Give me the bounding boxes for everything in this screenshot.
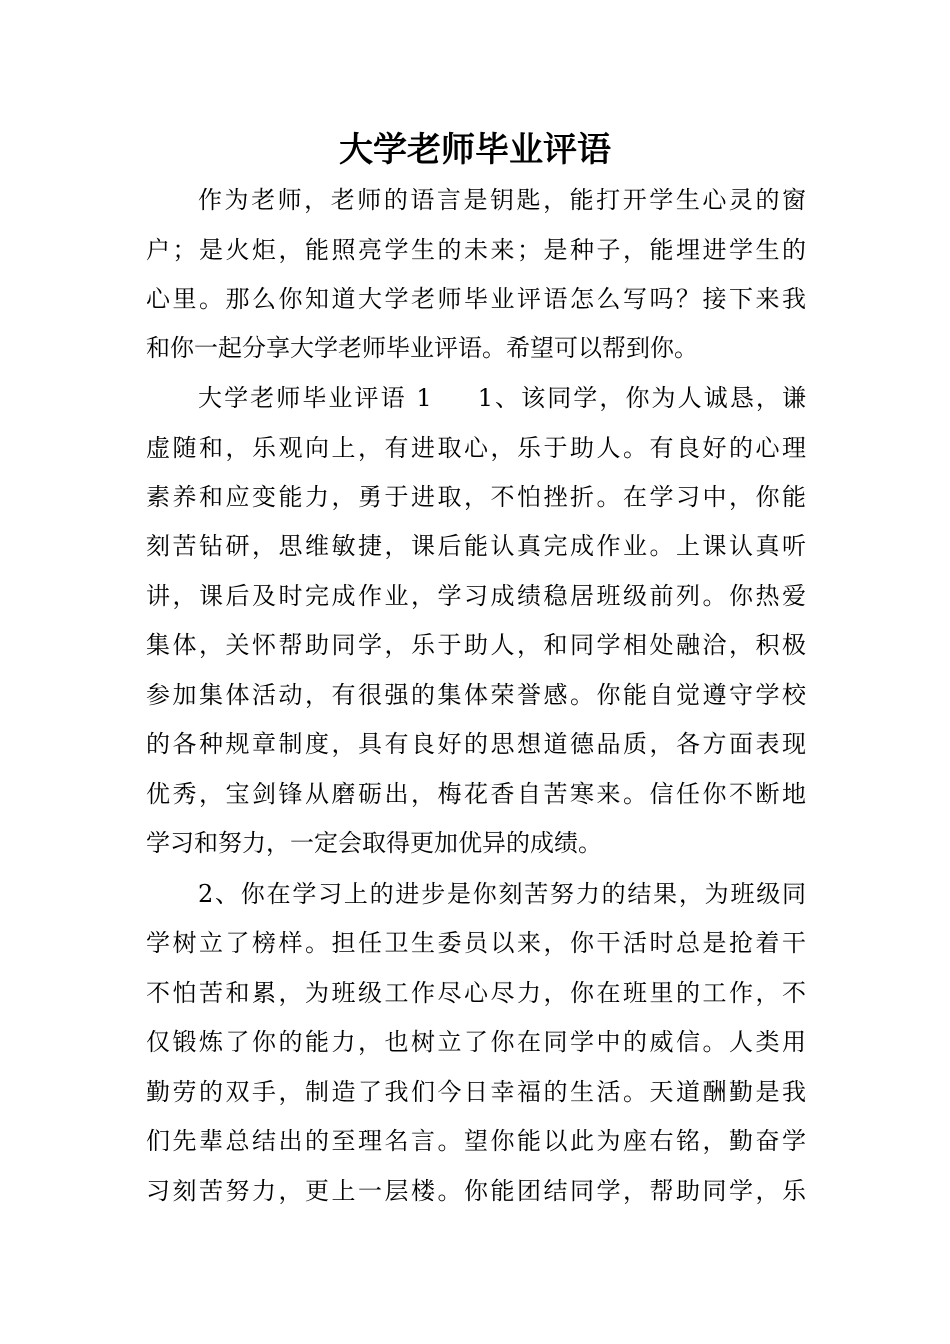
paragraph-line: 们先辈总结出的至理名言。望你能以此为座右铭，勤奋学: [146, 1127, 806, 1155]
section-heading-line: [198, 373, 806, 423]
paragraph-line: 虚随和，乐观向上，有进取心，乐于助人。有良好的心理: [146, 434, 806, 462]
paragraph-line: 刻苦钻研，思维敏捷，课后能认真完成作业。上课认真听: [146, 532, 806, 560]
section-heading: 大学老师毕业评语 1: [198, 384, 432, 412]
paragraph-line: 习刻苦努力，更上一层楼。你能团结同学，帮助同学，乐: [146, 1177, 806, 1205]
paragraph-line: 心里。那么你知道大学老师毕业评语怎么写吗？接下来我: [146, 285, 806, 313]
paragraph-line: 参加集体活动，有很强的集体荣誉感。你能自觉遵守学校: [146, 681, 806, 709]
paragraph-line: 户；是火炬，能照亮学生的未来；是种子，能埋进学生的: [146, 236, 806, 264]
paragraph-line: 作为老师，老师的语言是钥匙，能打开学生心灵的窗: [198, 186, 806, 214]
paragraph-line: 学树立了榜样。担任卫生委员以来，你干活时总是抢着干: [146, 929, 806, 957]
paragraph-line: 勤劳的双手，制造了我们今日幸福的生活。天道酬勤是我: [146, 1078, 806, 1106]
document-title: 大学老师毕业评语: [339, 130, 611, 170]
paragraph-line: 2、你在学习上的进步是你刻苦努力的结果，为班级同: [198, 880, 806, 908]
paragraph-line: 讲，课后及时完成作业，学习成绩稳居班级前列。你热爱: [146, 582, 806, 610]
paragraph-line: 优秀，宝剑锋从磨砺出，梅花香自苦寒来。信任你不断地: [146, 780, 806, 808]
paragraph-line: 学习和努力，一定会取得更加优异的成绩。: [146, 829, 602, 857]
paragraph-line: 和你一起分享大学老师毕业评语。希望可以帮到你。: [146, 334, 698, 362]
paragraph-line: 素养和应变能力，勇于进取，不怕挫折。在学习中，你能: [146, 483, 806, 511]
paragraph-line: 的各种规章制度，具有良好的思想道德品质，各方面表现: [146, 730, 806, 758]
paragraph-line: 不怕苦和累，为班级工作尽心尽力，你在班里的工作，不: [146, 979, 806, 1007]
paragraph-line: 集体，关怀帮助同学，乐于助人，和同学相处融洽，积极: [146, 631, 806, 659]
paragraph-text: 1、该同学，你为人诚恳，谦: [477, 384, 806, 412]
paragraph-line: 仅锻炼了你的能力，也树立了你在同学中的威信。人类用: [146, 1028, 806, 1056]
